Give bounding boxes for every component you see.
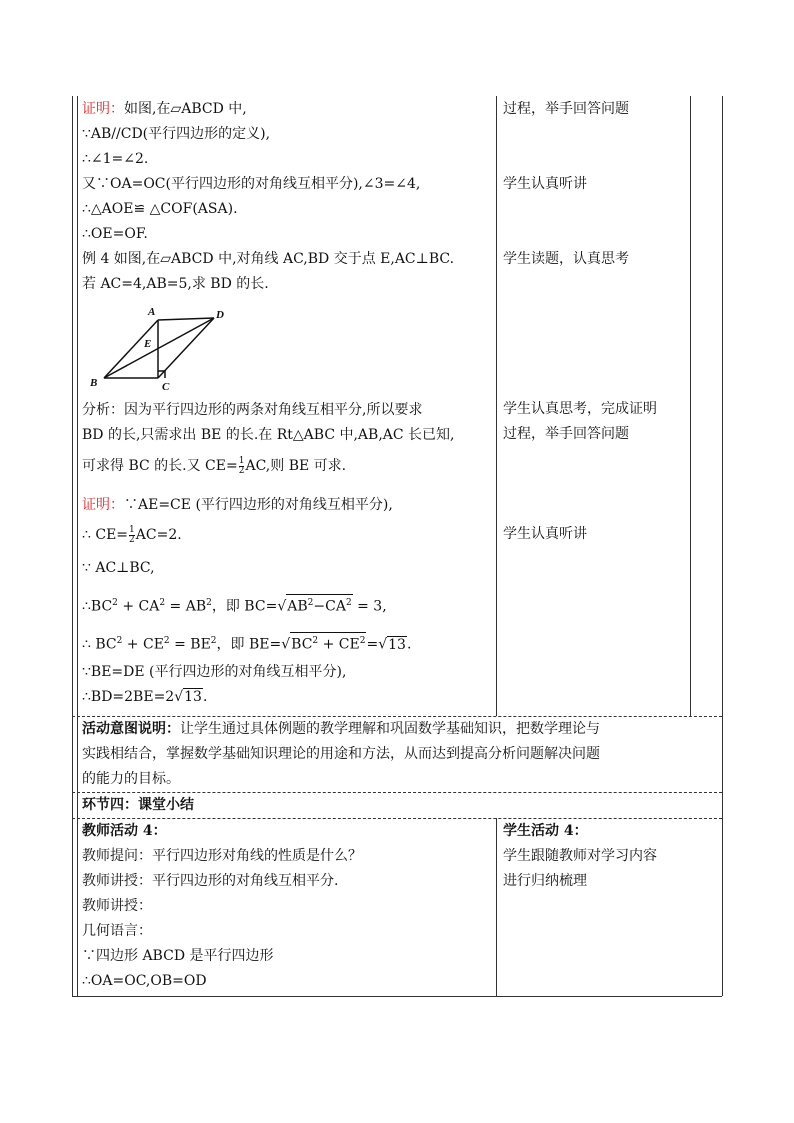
- proof2-fraction: $\frac{1}{2}$: [129, 524, 135, 545]
- analysis-line1: 分析：因为平行四边形的两条对角线互相平分,所以要求: [82, 402, 423, 418]
- table-bottom-border: [72, 996, 722, 997]
- figure-label-b: B: [90, 377, 98, 389]
- table-right-border-lower: [722, 716, 723, 996]
- student-response-1: 过程，举手回答问题: [503, 101, 629, 117]
- example4-line1: 例 4 如图,在▱ABCD 中,对角线 AC,BD 交于点 E,AC⊥BC.: [82, 251, 455, 267]
- proof1-line6: ∴OE=OF.: [82, 226, 148, 242]
- table-right-border: [722, 96, 723, 716]
- intent-label: 活动意图说明：: [82, 721, 180, 737]
- intent-block: 活动意图说明：让学生通过具体例题的教学理解和巩固数学基础知识，把数学理论与 实践相结合，掌握数学基础知识理论的用途和方法，从而达到提高分析问题解决问题 的能力的目标。: [82, 721, 600, 787]
- proof2-line2b: AC=2.: [135, 527, 182, 543]
- proof2-line7: ∴BD=2BE=2√13.: [82, 689, 208, 705]
- proof2-label: 证明：: [82, 497, 124, 513]
- table-column-divider-lower: [496, 818, 497, 996]
- figure-label-a: A: [148, 306, 156, 318]
- proof2-line5: ∴ $BC^2 + CE^2 = BE^2$，即 $BE=√BC^2 + CE^2=√13$.: [82, 622, 411, 660]
- proof2-line6: ∵BE=DE (平行四边形的对角线互相平分),: [82, 664, 347, 680]
- teacher-activity-4: 教师活动 4： 教师提问：平行四边形对角线的性质是什么？ 教师讲授：平行四边形的对角线互相平分. 教师讲授： 几何语言： ∵四边形 ABCD 是平行四边形 ∴OA=OC,OB=OD: [82, 819, 362, 994]
- figure-label-d: D: [216, 309, 224, 321]
- analysis-line2: BD 的长,只需求出 BE 的长.在 Rt△ABC 中,AB,AC 长已知,: [82, 427, 455, 443]
- proof2-line3: ∵ AC⊥BC,: [82, 560, 155, 576]
- table-outer-right-border: [690, 96, 691, 716]
- section4-title: 环节四：课堂小结: [82, 797, 194, 813]
- student-response-5: 学生认真听讲: [503, 526, 587, 542]
- student-response-2: 学生认真听讲: [503, 176, 587, 192]
- proof2-line2a: ∴ CE=: [82, 527, 129, 543]
- student4-label: 学生活动 4：: [503, 823, 588, 839]
- table-left-border: [72, 96, 73, 996]
- figure-label-c: C: [162, 381, 170, 393]
- proof1-block: [82, 97, 454, 297]
- table-inner-left-border: [77, 96, 78, 716]
- proof1-line2: ∵AB//CD(平行四边形的定义),: [82, 126, 271, 142]
- proof1-label: 证明：: [82, 101, 124, 117]
- example4-line2: 若 AC=4,AB=5,求 BD 的长.: [82, 276, 269, 292]
- student-response-4: 学生认真思考，完成证明 过程，举手回答问题: [503, 401, 657, 442]
- analysis-line3a: 可求得 BC 的长.又 CE=: [82, 458, 238, 474]
- figure-label-e: E: [144, 338, 152, 350]
- analysis-line3b: AC,则 BE 可求.: [245, 458, 347, 474]
- proof1-line4: 又∵OA=OC(平行四边形的对角线互相平分),∠3=∠4,: [82, 176, 421, 192]
- analysis-fraction: $\frac{1}{2}$: [238, 455, 245, 476]
- proof1-line3: ∴∠1=∠2.: [82, 151, 149, 167]
- student-activity-4: 学生活动 4： 学生跟随教师对学习内容 进行归纳梳理: [503, 819, 657, 894]
- analysis-block: [82, 398, 455, 484]
- proof2-line1: ∵AE=CE (平行四边形的对角线互相平分),: [124, 497, 393, 513]
- table-inner-left-lower: [77, 716, 78, 996]
- parallelogram-figure: [86, 302, 236, 394]
- table-column-divider: [496, 96, 497, 716]
- student-response-3: 学生读题，认真思考: [503, 251, 629, 267]
- proof2-line4: $\therefore BC^2 + CA^2 = AB^2$，即 $BC=√AB^2-CA^2 = 3$,: [82, 584, 411, 622]
- teacher4-label: 教师活动 4：: [82, 823, 167, 839]
- proof1-line1: 如图,在▱ABCD 中,: [124, 101, 247, 117]
- proof1-line5: ∴△AOE≌ △COF(ASA).: [82, 201, 238, 217]
- proof2-block: [82, 493, 411, 710]
